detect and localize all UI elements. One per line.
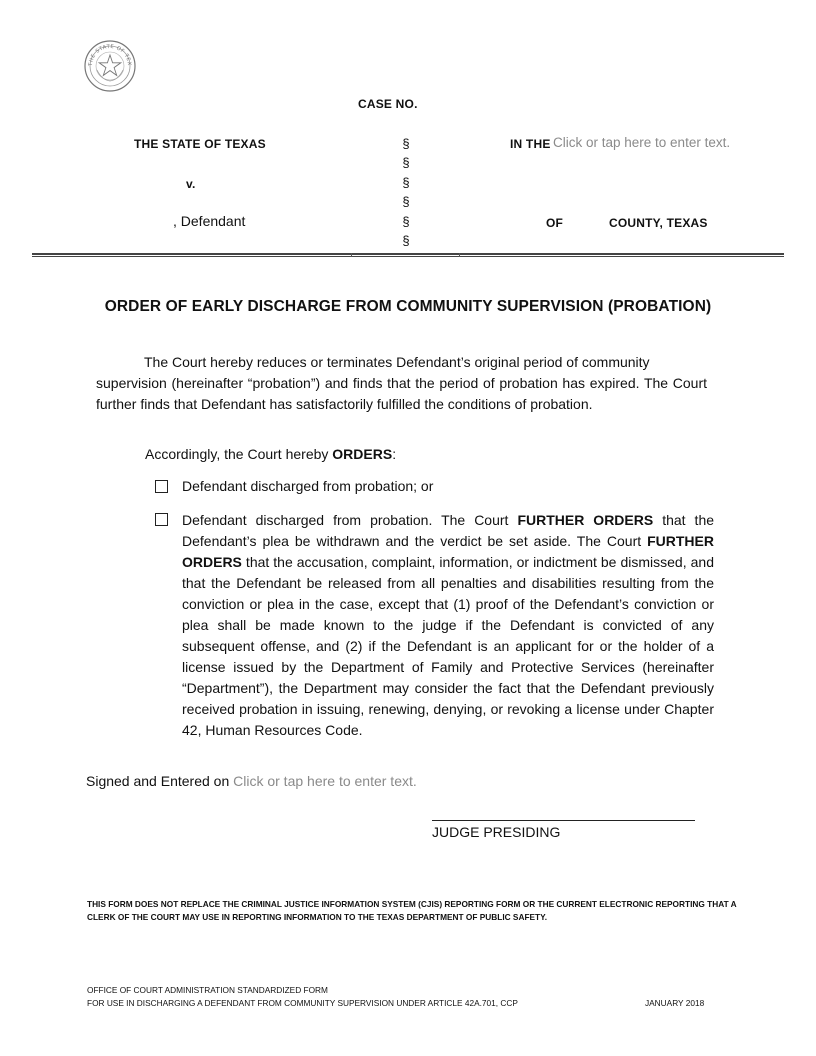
- state-of-texas-label: THE STATE OF TEXAS: [134, 137, 266, 151]
- findings-paragraph-rest: supervision (hereinafter “probation”) and finds that the period of probation has expired. The Court further finds that Defendant has satisfactorily fulfilled the conditions of probation.: [96, 375, 707, 412]
- in-the-label: IN THE: [510, 137, 551, 151]
- case-no-label: CASE NO.: [358, 97, 418, 111]
- findings-paragraph-line1: The Court hereby reduces or terminates Defendant’s original period of community: [144, 354, 650, 370]
- section-symbol: §: [402, 155, 410, 170]
- section-symbol: §: [402, 136, 410, 151]
- caption-tick: [459, 253, 460, 257]
- footer-date: JANUARY 2018: [645, 998, 705, 1008]
- footer-line1: OFFICE OF COURT ADMINISTRATION STANDARDIZED FORM: [87, 985, 328, 995]
- document-title: ORDER OF EARLY DISCHARGE FROM COMMUNITY SUPERVISION (PROBATION): [104, 298, 712, 315]
- cjis-notice: THIS FORM DOES NOT REPLACE THE CRIMINAL JUSTICE INFORMATION SYSTEM (CJIS) REPORTING FORM OR THE CURRENT ELECTRONIC REPORTING THAT A CLERK OF THE COURT MAY USE IN REPORTING INFORMATION TO THE TEXAS DEPARTMENT OF PUBLIC SAFETY.: [87, 899, 737, 922]
- caption-tick: [351, 253, 352, 257]
- option1-checkbox[interactable]: [155, 480, 168, 493]
- orders-intro: Accordingly, the Court hereby ORDERS:: [145, 446, 397, 462]
- section-symbol: §: [402, 214, 410, 229]
- county-label: COUNTY, TEXAS: [609, 216, 708, 230]
- footer-line2: FOR USE IN DISCHARGING A DEFENDANT FROM COMMUNITY SUPERVISION UNDER ARTICLE 42A.701, CCP: [87, 998, 518, 1008]
- findings-paragraph: [96, 352, 707, 415]
- seal-text: THE STATE OF TEX: [87, 43, 133, 67]
- section-symbol: §: [402, 175, 410, 190]
- signed-date-input[interactable]: Click or tap here to enter text.: [233, 773, 417, 789]
- signed-entered: Signed and Entered on Click or tap here to enter text.: [86, 773, 417, 789]
- of-label: OF: [546, 216, 564, 230]
- court-input[interactable]: Click or tap here to enter text.: [553, 135, 731, 150]
- signature-line: [432, 820, 695, 821]
- option2-label: Defendant discharged from probation. The Court FURTHER ORDERS that the Defendant’s plea be withdrawn and the verdict be set aside. The Court FURTHER ORDERS that the accusation, complaint, information, or indictment be dismissed, and that the Defendant be released from all penalties and disabilities resulting from the conviction or plea in the case, except that (1) proof of the Defendant’s conviction or plea shall be made known to the judge if the Defendant is convicted of any subsequent offense, and (2) if the Defendant is an applicant for or the holder of a license issued by the Department of Family and Protective Services (hereinafter “Department”), the Department may consider the fact that the Defendant previously received probation in issuing, renewing, denying, or revoking a license under Chapter 42, Human Resources Code.: [182, 512, 715, 738]
- section-symbol: §: [402, 194, 410, 209]
- option1-label: Defendant discharged from probation; or: [182, 478, 434, 494]
- versus-label: v.: [186, 177, 196, 191]
- option2-checkbox[interactable]: [155, 513, 168, 526]
- caption-divider: [32, 253, 784, 257]
- svg-text:THE STATE OF TEXAS: [84, 40, 132, 67]
- judge-presiding-label: JUDGE PRESIDING: [432, 824, 561, 840]
- state-seal-logo: [84, 40, 136, 92]
- defendant-label: , Defendant: [173, 213, 246, 229]
- section-symbol: §: [402, 233, 410, 248]
